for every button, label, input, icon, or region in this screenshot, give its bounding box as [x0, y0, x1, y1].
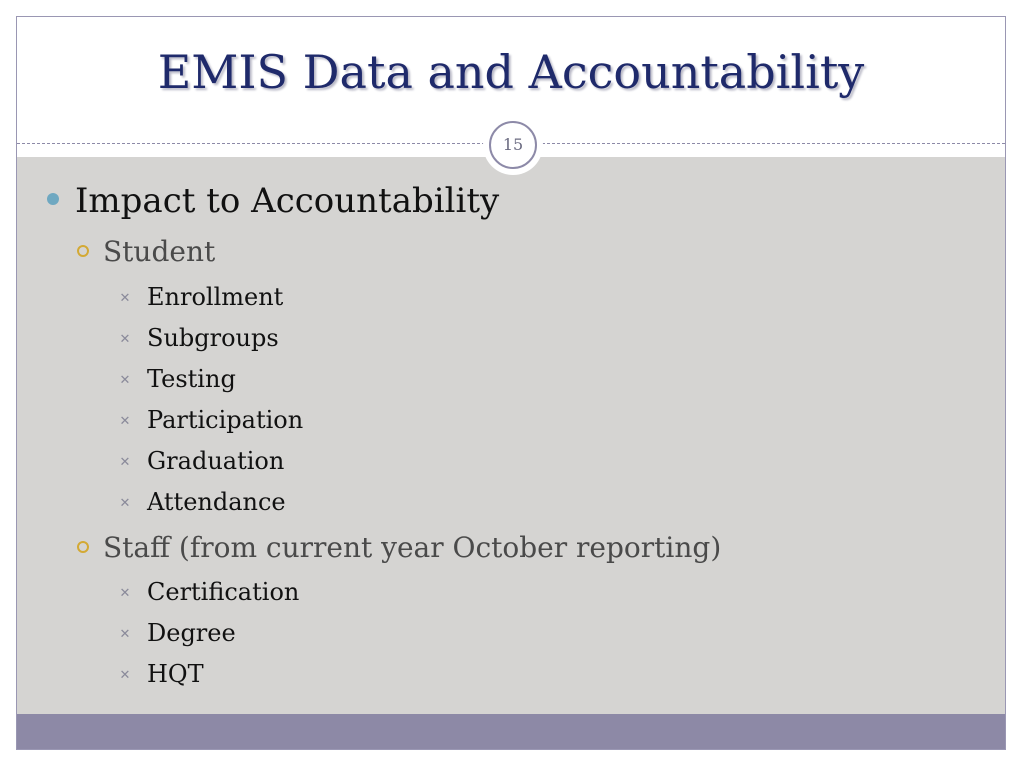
list-item-text: Testing [147, 365, 236, 393]
star-cross-icon: ✕ [119, 291, 131, 306]
footer-bar [17, 714, 1005, 749]
list-item [113, 365, 236, 393]
bullet-level2-staff [77, 531, 721, 564]
list-item-text: Enrollment [147, 283, 284, 311]
star-cross-icon: ✕ [119, 586, 131, 601]
list-item [113, 660, 204, 688]
star-cross-icon: ✕ [119, 332, 131, 347]
list-item [113, 324, 279, 352]
star-cross-icon: ✕ [119, 373, 131, 388]
list-item [113, 619, 236, 647]
list-item-text: Participation [147, 406, 304, 434]
list-item-text: Certification [147, 578, 300, 606]
filled-circle-icon [47, 193, 59, 205]
page-number: 15 [502, 135, 524, 154]
heading-text: Impact to Accountability [75, 181, 500, 221]
student-label: Student [103, 235, 216, 268]
star-cross-icon: ✕ [119, 455, 131, 470]
slide-title: EMIS Data and Accountability [157, 45, 865, 99]
list-item-text: Subgroups [147, 324, 279, 352]
list-item-text: Attendance [147, 488, 286, 516]
list-item-text: HQT [147, 660, 204, 688]
content-area [17, 157, 1005, 716]
star-cross-icon: ✕ [119, 496, 131, 511]
list-item-text: Degree [147, 619, 236, 647]
bullet-level2-student [77, 235, 215, 268]
star-cross-icon: ✕ [119, 414, 131, 429]
list-item [113, 488, 286, 516]
bullet-level1 [47, 181, 499, 221]
list-item [113, 283, 283, 311]
list-item [113, 578, 299, 606]
list-item [113, 447, 284, 475]
list-item [113, 406, 303, 434]
ring-icon [77, 541, 89, 553]
slide [16, 16, 1006, 750]
staff-label: Staff (from current year October reporting) [103, 531, 722, 564]
ring-icon [77, 245, 89, 257]
star-cross-icon: ✕ [119, 627, 131, 642]
page-number-badge [483, 115, 543, 175]
star-cross-icon: ✕ [119, 668, 131, 683]
list-item-text: Graduation [147, 447, 285, 475]
